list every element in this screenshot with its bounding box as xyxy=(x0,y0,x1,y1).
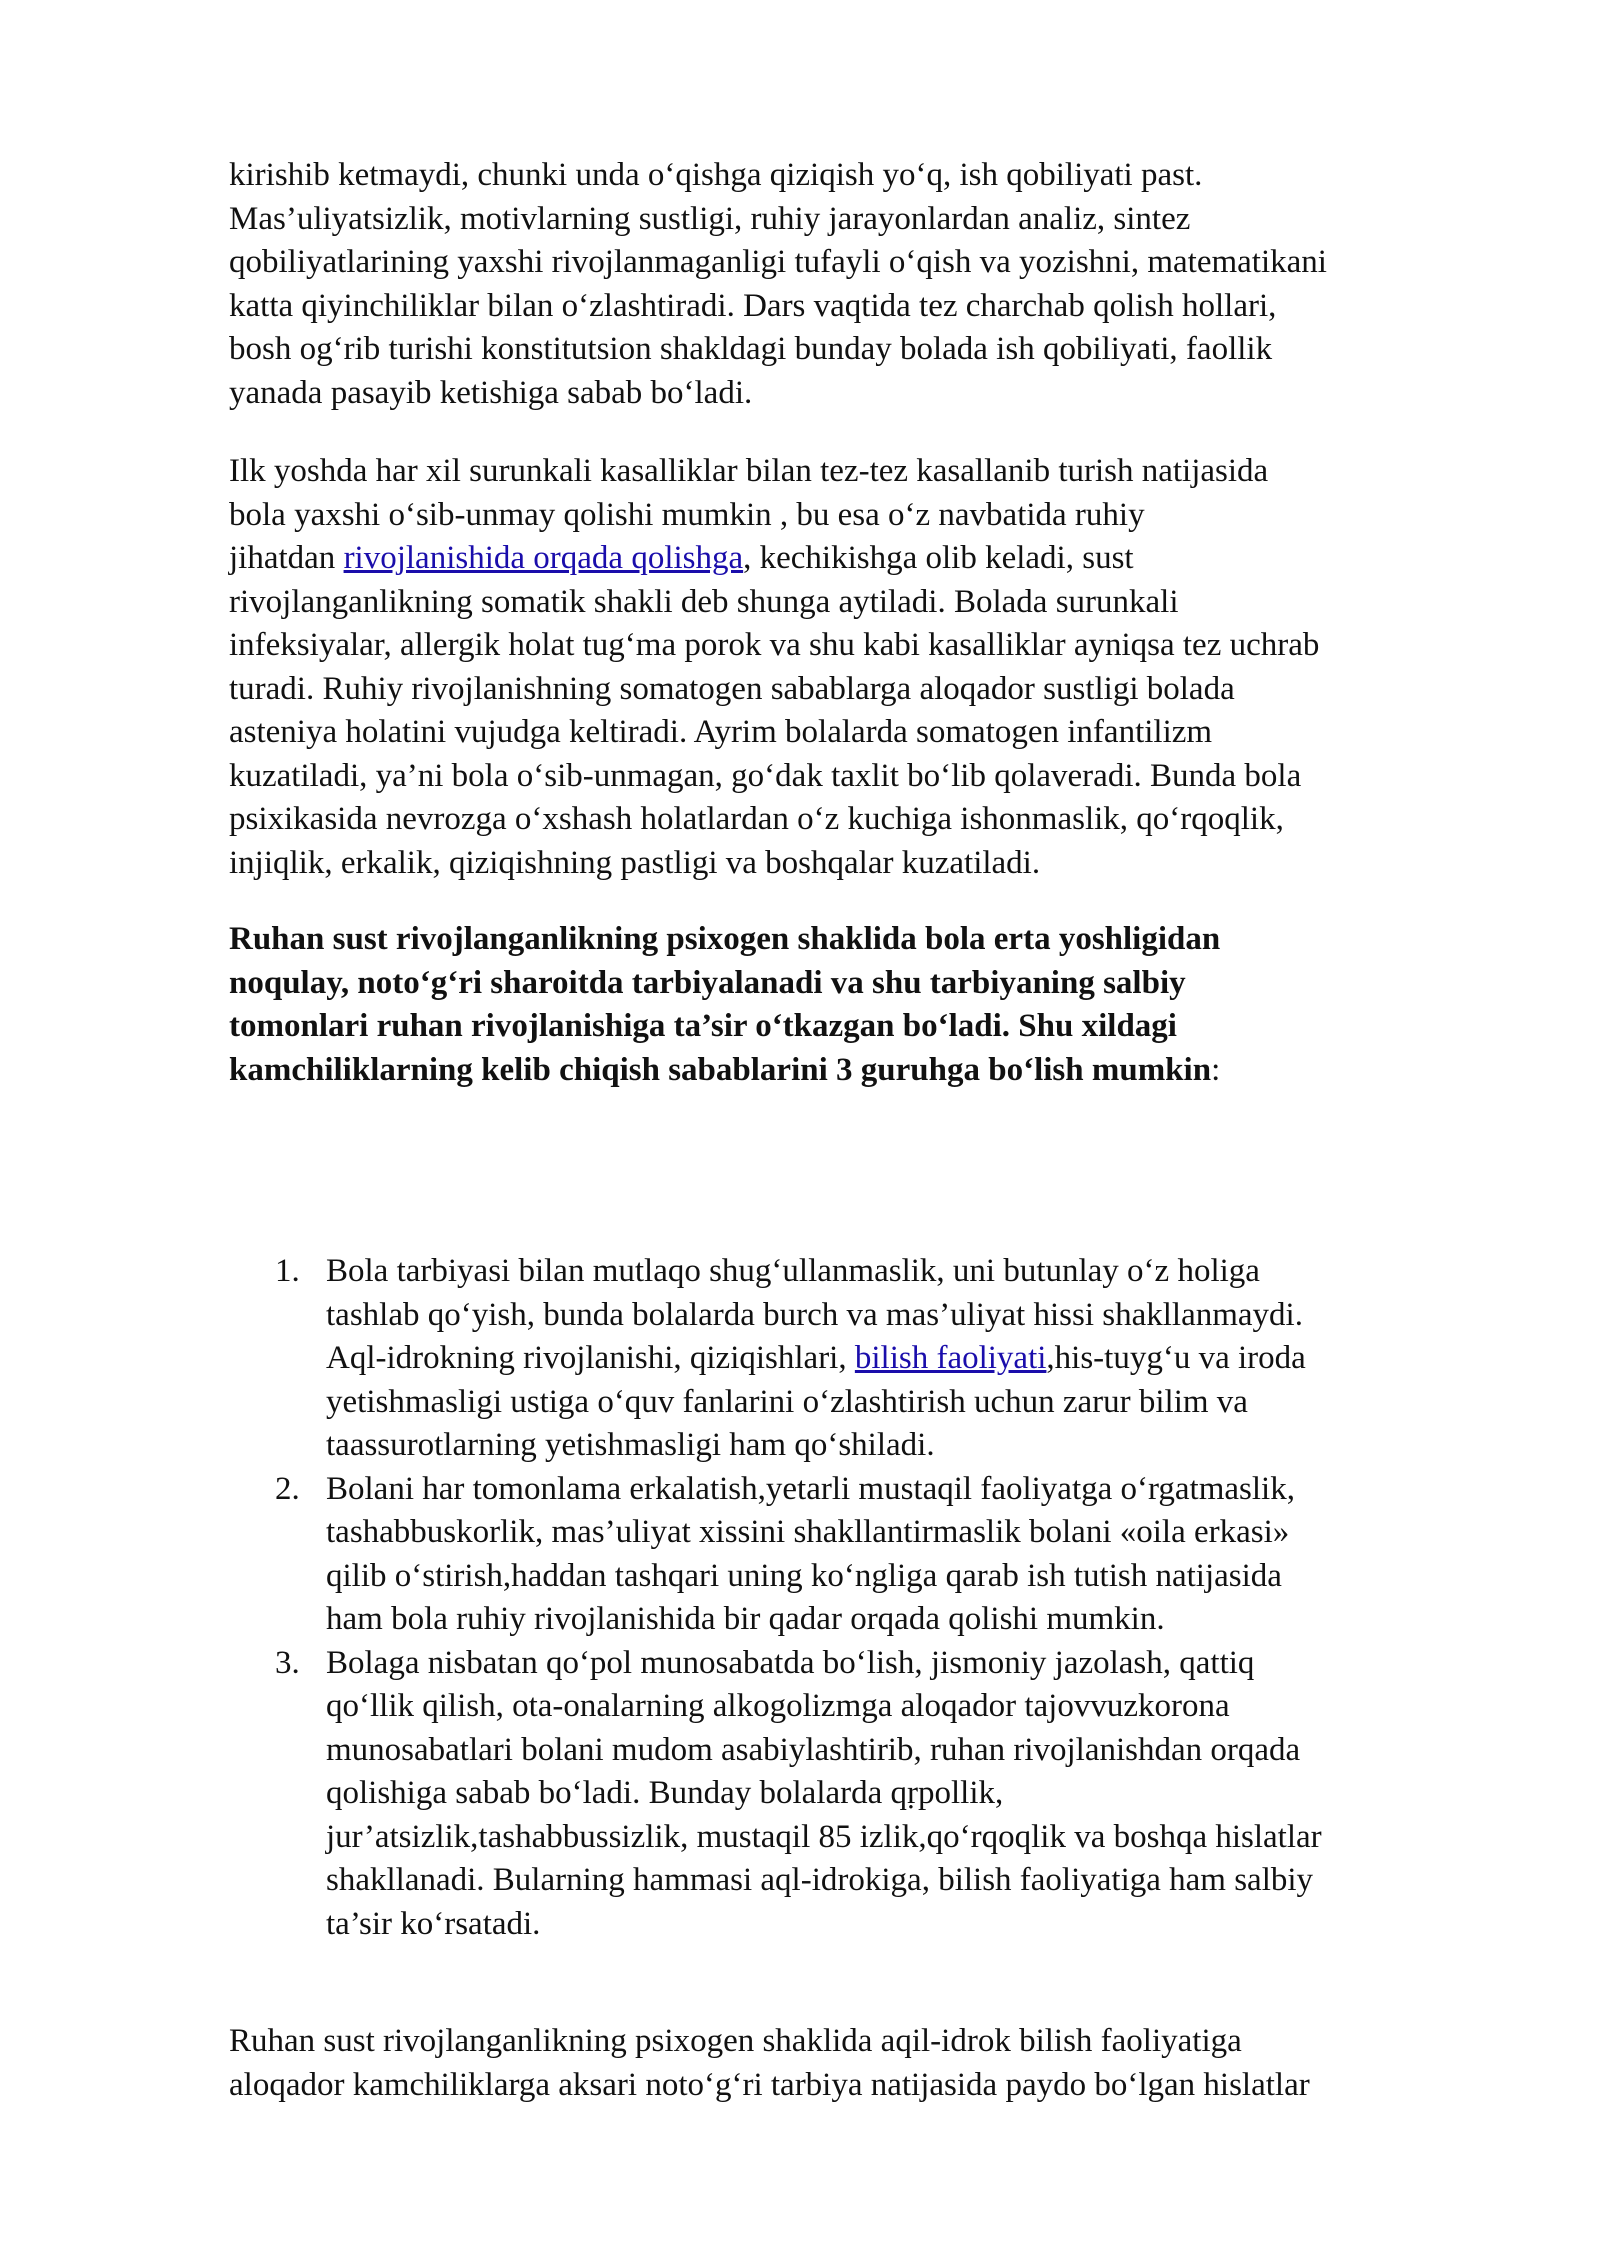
list-number: 3. xyxy=(275,1644,300,1681)
text-line: infeksiyalar, allergik holat tug‘ma porok va shu kabi kasalliklar ayniqsa tez uchrab xyxy=(229,627,1320,663)
heading-line xyxy=(229,1049,1529,1093)
text-segment: Aql-idrokning rivojlanishi, qiziqishlari, xyxy=(326,1340,855,1376)
text-line: yetishmasligi ustiga o‘quv fanlarini o‘zlashtirish uchun zarur bilim va xyxy=(326,1383,1248,1420)
text-line: Bola tarbiyasi bilan mutlaqo shug‘ullanmaslik, uni butunlay o‘z holiga xyxy=(326,1253,1260,1289)
list-item xyxy=(229,1642,1529,1947)
text-line: tashabbuskorlik, mas’uliyat xissini shakllantirmaslik bolani «oila erkasi» xyxy=(326,1514,1290,1550)
text-line: Mas’uliyatsizlik, motivlarning sustligi, ruhiy jarayonlardan analiz, sintez xyxy=(229,200,1191,237)
text-line: yanada pasayib ketishiga sabab bo‘ladi. xyxy=(229,374,753,411)
paragraph-1 xyxy=(229,154,1529,415)
list-number: 1. xyxy=(275,1253,300,1289)
paragraph-2 xyxy=(229,450,1529,885)
text-line: Bolaga nisbatan qo‘pol munosabatda bo‘lish, jismoniy jazolash, qattiq xyxy=(326,1644,1255,1681)
list-item xyxy=(229,1250,1529,1468)
text-line: munosabatlari bolani mudom asabiylashtirib, ruhan rivojlanishdan orqada xyxy=(326,1731,1301,1768)
text-line: bosh og‘rib turishi konstitutsion shakldagi bunday bolada ish qobiliyati, faollik xyxy=(229,331,1273,367)
list-item xyxy=(229,1468,1529,1642)
text-line: kirishib ketmaydi, chunki unda o‘qishga qiziqish yo‘q, ish qobiliyati past. xyxy=(229,157,1203,193)
text-line: Ilk yoshda har xil surunkali kasalliklar bilan tez-tez kasallanib turish natijasida xyxy=(229,453,1269,489)
text-line: kuzatiladi, ya’ni bola o‘sib-unmagan, go‘dak taxlit bo‘lib qolaveradi. Bunda bola xyxy=(229,757,1302,794)
text-line: injiqlik, erkalik, qiziqishning pastligi va boshqalar kuzatiladi. xyxy=(229,844,1041,881)
text-line: bola yaxshi o‘sib-unmay qolishi mumkin , bu esa o‘z navbatida ruhiy xyxy=(229,496,1145,533)
text-line: rivojlanganlikning somatik shakli deb shunga aytiladi. Bolada surunkali xyxy=(229,583,1179,620)
text-line-with-link xyxy=(229,537,1529,581)
text-segment: ,his-tuyg‘u va iroda xyxy=(1046,1340,1306,1376)
heading-line: Ruhan sust rivojlanganlikning psixogen shaklida bola erta yoshligidan xyxy=(229,921,1221,957)
heading-line: noqulay, noto‘g‘ri sharoitda tarbiyalanadi va shu tarbiyaning salbiy xyxy=(229,964,1186,1001)
text-line: qobiliyatlarining yaxshi rivojlanmaganligi tufayli o‘qish va yozishni, matematikani xyxy=(229,244,1327,280)
heading-colon: : xyxy=(1211,1051,1221,1088)
paragraph-4 xyxy=(229,2020,1529,2107)
text-line: asteniya holatini vujudga keltiradi. Ayrim bolalarda somatogen infantilizm xyxy=(229,714,1213,750)
text-line: Ruhan sust rivojlanganlikning psixogen shaklida aqil-idrok bilish faoliyatiga xyxy=(229,2023,1242,2059)
text-segment: jihatdan xyxy=(229,540,344,576)
text-line: katta qiyinchiliklar bilan o‘zlashtiradi. Dars vaqtida tez charchab qolish hollari, xyxy=(229,287,1277,324)
link-bilish-faoliyati[interactable]: bilish faoliyati xyxy=(854,1340,1047,1376)
text-line: qo‘llik qilish, ota-onalarning alkogolizmga aloqador tajovvuzkorona xyxy=(326,1688,1230,1724)
text-line: ta’sir ko‘rsatadi. xyxy=(326,1905,541,1942)
heading-line: tomonlari ruhan rivojlanishiga ta’sir o‘tkazgan bo‘ladi. Shu xildagi xyxy=(229,1008,1177,1044)
link-rivojlanishida-orqada-qolishga[interactable]: rivojlanishida orqada qolishga xyxy=(343,540,744,576)
text-line: aloqador kamchiliklarga aksari noto‘g‘ri tarbiya natijasida paydo bo‘lgan hislatlar xyxy=(229,2066,1310,2103)
list-number: 2. xyxy=(275,1470,300,1507)
text-line: qolishiga sabab bo‘ladi. Bunday bolalarda qṛpollik, xyxy=(326,1775,1004,1811)
text-line: tashlab qo‘yish, bunda bolalarda burch va mas’uliyat hissi shakllanmaydi. xyxy=(326,1296,1303,1333)
text-line: ham bola ruhiy rivojlanishida bir qadar orqada qolishi mumkin. xyxy=(326,1601,1165,1637)
text-line: qilib o‘stirish,haddan tashqari uning ko‘ngliga qarab ish tutish natijasida xyxy=(326,1557,1282,1594)
text-line: turadi. Ruhiy rivojlanishning somatogen sabablarga aloqador sustligi bolada xyxy=(229,670,1235,707)
text-segment: , kechikishga olib keladi, sust xyxy=(743,540,1134,576)
bold-heading-paragraph xyxy=(229,918,1529,1092)
text-line-with-link xyxy=(326,1337,1529,1381)
text-line: taassurotlarning yetishmasligi ham qo‘shiladi. xyxy=(326,1427,935,1463)
text-line: Bolani har tomonlama erkalatish,yetarli mustaqil faoliyatga o‘rgatmaslik, xyxy=(326,1470,1295,1507)
text-line: shakllanadi. Bularning hammasi aql-idrokiga, bilish faoliyatiga ham salbiy xyxy=(326,1862,1314,1898)
heading-segment: kamchiliklarning kelib chiqish sabablarini 3 guruhga bo‘lish mumkin xyxy=(229,1051,1212,1088)
text-line: jur’atsizlik,tashabbussizlik, mustaqil 85 izlik,qo‘rqoqlik va boshqa hislatlar xyxy=(326,1818,1322,1855)
text-line: psixikasida nevrozga o‘xshash holatlardan o‘z kuchiga ishonmaslik, qo‘rqoqlik, xyxy=(229,801,1284,837)
numbered-list xyxy=(229,1250,1529,1946)
